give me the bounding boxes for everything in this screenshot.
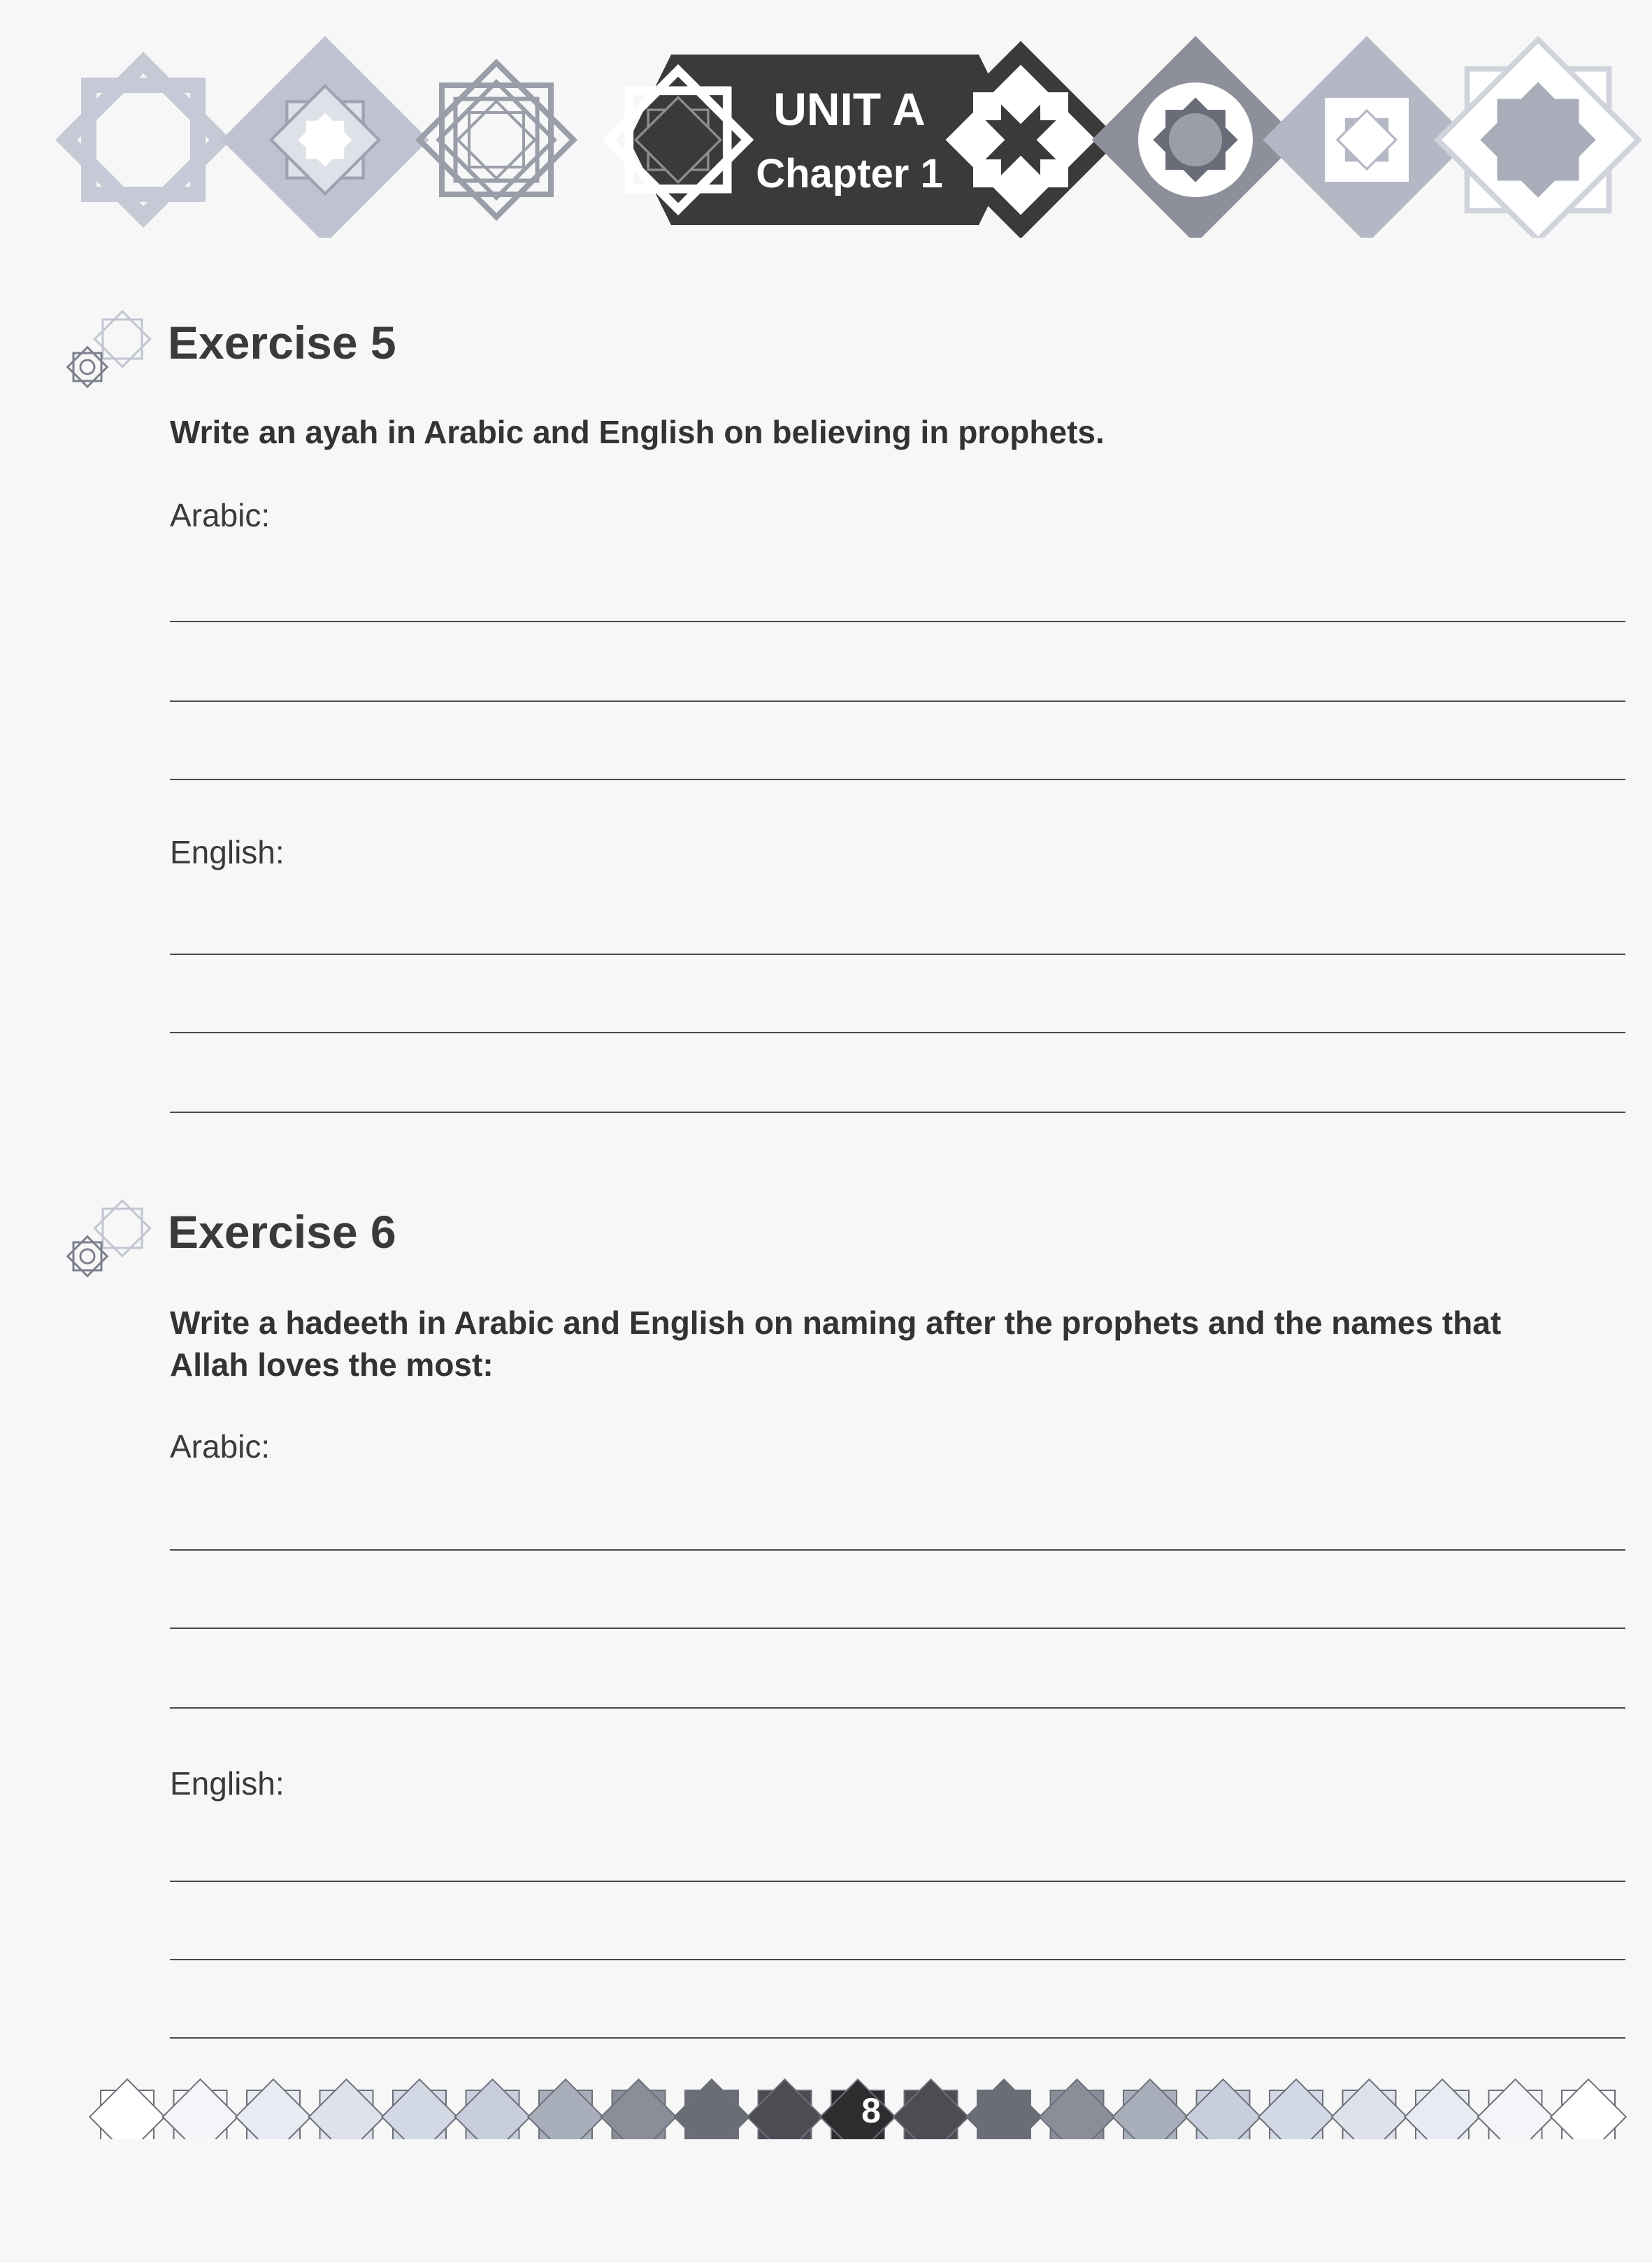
writing-line[interactable] xyxy=(170,1112,1625,1113)
footer-star xyxy=(966,2079,1041,2139)
writing-line[interactable] xyxy=(170,701,1625,702)
footer-star xyxy=(1040,2079,1114,2139)
chapter-label: Chapter 1 xyxy=(756,151,943,196)
footer-star xyxy=(601,2079,676,2139)
footer-ornament-band xyxy=(0,2048,1652,2139)
exercise-5-arabic-label: Arabic: xyxy=(170,497,271,533)
page-number: 8 xyxy=(861,2091,881,2130)
flower-icon xyxy=(63,308,154,391)
footer-star xyxy=(1258,2079,1333,2139)
writing-line[interactable] xyxy=(170,1032,1625,1033)
ornament-tile xyxy=(419,63,574,217)
exercise-5-instruction: Write an ayah in Arabic and English on believing in prophets. xyxy=(170,414,1105,450)
footer-star xyxy=(1478,2079,1553,2139)
footer-star xyxy=(1186,2079,1260,2139)
writing-line[interactable] xyxy=(170,2037,1625,2039)
exercise-6-arabic-label: Arabic: xyxy=(170,1428,271,1465)
writing-line[interactable] xyxy=(170,954,1625,955)
ornament-tile xyxy=(66,63,221,217)
exercise-5-title: Exercise 5 xyxy=(168,317,396,368)
writing-line[interactable] xyxy=(170,621,1625,622)
footer-star xyxy=(747,2079,822,2139)
footer-star xyxy=(236,2079,310,2139)
footer-star xyxy=(674,2079,749,2139)
writing-line[interactable] xyxy=(170,779,1625,780)
footer-star xyxy=(163,2079,238,2139)
exercise-6-english-label: English: xyxy=(170,1765,285,1802)
writing-line[interactable] xyxy=(170,1707,1625,1709)
writing-line[interactable] xyxy=(170,1549,1625,1551)
footer-star xyxy=(1405,2079,1479,2139)
unit-banner xyxy=(609,41,1120,238)
exercise-5-english-label: English: xyxy=(170,834,285,870)
footer-star xyxy=(1551,2079,1625,2139)
unit-label: UNIT A xyxy=(773,83,926,135)
footer-star xyxy=(1332,2079,1407,2139)
writing-line[interactable] xyxy=(170,1628,1625,1629)
flower-icon xyxy=(63,1197,154,1281)
footer-star xyxy=(309,2079,384,2139)
footer-star xyxy=(89,2079,164,2139)
footer-star xyxy=(528,2079,603,2139)
footer-star xyxy=(455,2079,530,2139)
ornament-tile xyxy=(1438,40,1639,238)
exercise-6-title: Exercise 6 xyxy=(168,1206,396,1258)
footer-star xyxy=(1112,2079,1187,2139)
exercise-6-instruction: Write a hadeeth in Arabic and English on naming after the prophets and the names that Allah loves the most: xyxy=(170,1305,1502,1383)
footer-star xyxy=(382,2079,457,2139)
ornament-tile xyxy=(222,36,429,238)
writing-line[interactable] xyxy=(170,1881,1625,1882)
writing-line[interactable] xyxy=(170,1959,1625,1960)
